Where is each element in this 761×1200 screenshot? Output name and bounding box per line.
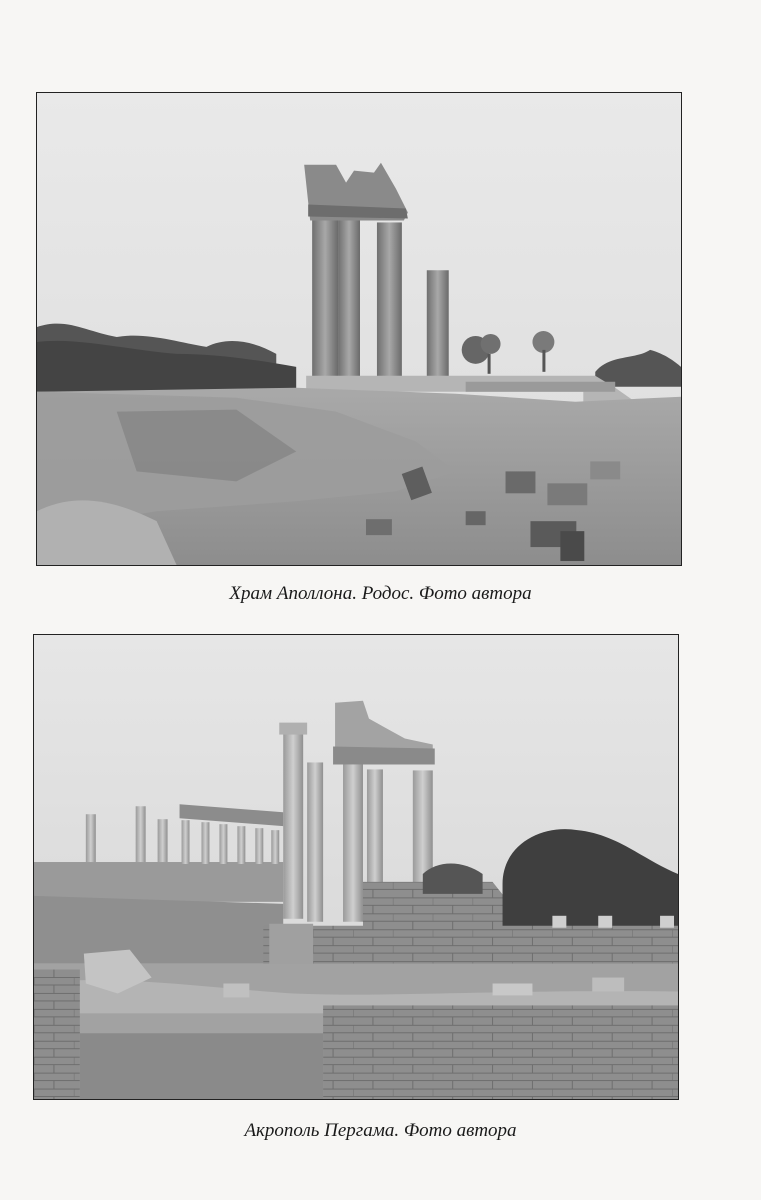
- photo-temple-of-apollo-rhodes: [36, 92, 682, 566]
- caption-photo-2: Акрополь Пергама. Фото автора: [244, 1120, 517, 1141]
- photo-acropolis-of-pergamon: [33, 634, 679, 1100]
- photo-acropolis-of-pergamon-image: [34, 635, 678, 1099]
- photo-temple-of-apollo-rhodes-image: [37, 93, 681, 565]
- caption-photo-1: Храм Аполлона. Родос. Фото автора: [229, 583, 532, 604]
